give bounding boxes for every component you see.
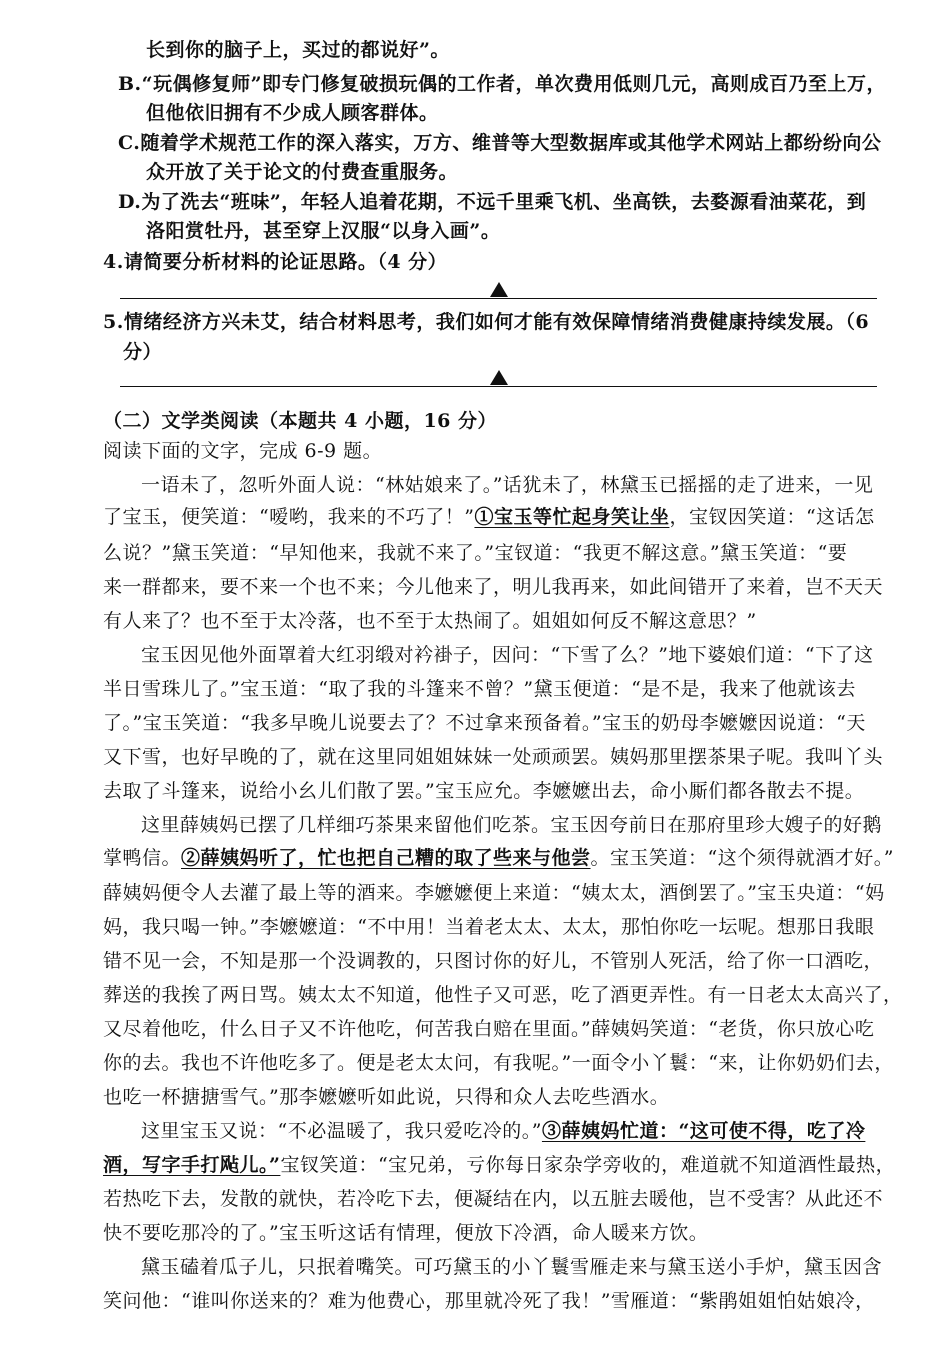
passage-line: 又下雪，也好早晚的了，就在这里同姐姐妹妹一处顽顽罢。姨妈那里摆茶果子呢。我叫丫头 (103, 746, 884, 768)
question-4: 4.请简要分析材料的论证思路。（4 分） (103, 251, 448, 273)
passage-line: 一语未了，忽听外面人说：“林姑娘来了。”话犹未了，林黛玉已摇摇的走了进来，一见 (141, 474, 874, 496)
page-footer-cutoff (330, 1336, 630, 1348)
passage-line: 你的去。我也不许他吃多了。便是老太太问，有我呢。”一面令小丫鬟：“来，让你奶奶们去， (103, 1052, 894, 1074)
passage-line: 酒，写字手打飐儿。”宝钗笑道：“宝兄弟，亏你每日家杂学旁收的，难道就不知道酒性最热， (103, 1154, 896, 1176)
underlined-sentence-3-cont: 酒，写字手打飐儿。” (103, 1154, 281, 1176)
passage-line: 么说？”黛玉笑道：“早知他来，我就不来了。”宝钗道：“我更不解这意。”黛玉笑道：“要 (103, 542, 848, 564)
passage-line: 快不要吃那冷的了。”宝玉听这话有情理，便放下冷酒，命人暖来方饮。 (103, 1222, 709, 1244)
passage-line: 半日雪珠儿了。”宝玉道：“取了我的斗篷来不曾？”黛玉便道：“是不是，我来了他就该去 (103, 678, 856, 700)
question-5-line1: 5.情绪经济方兴未艾，结合材料思考，我们如何才能有效保障情绪消费健康持续发展。（6 (103, 311, 870, 333)
answer-marker-q5 (490, 370, 508, 385)
passage-line: 这里薛姨妈已摆了几样细巧茶果来留他们吃茶。宝玉因夸前日在那府里珍大嫂子的好鹅 (141, 814, 883, 836)
answer-line-q4 (120, 298, 877, 299)
passage-line: 薛姨妈便令人去灌了最上等的酒来。李嬷嬷便上来道：“姨太太，酒倒罢了。”宝玉央道：“妈 (103, 882, 885, 904)
passage-line: 了。”宝玉笑道：“我多早晚儿说要去了？不过拿来预备着。”宝玉的奶母李嬷嬷因说道：“天 (103, 712, 866, 734)
section-instruction: 阅读下面的文字，完成 6-9 题。 (103, 440, 383, 462)
answer-line-q5 (120, 386, 877, 387)
choice-d-line1: D.为了洗去“班味”，年轻人追着花期，不远千里乘飞机、坐高铁，去婺源看油菜花，到 (118, 191, 867, 213)
passage-line: 黛玉磕着瓜子儿，只抿着嘴笑。可巧黛玉的小丫鬟雪雁走来与黛玉送小手炉，黛玉因含 (141, 1256, 883, 1278)
passage-line: 宝玉因见他外面罩着大红羽缎对衿褂子，因问：“下雪了么？”地下婆娘们道：“下了这 (141, 644, 874, 666)
passage-line: 来一群都来，要不来一个也不来；今儿他来了，明儿我再来，如此间错开了来着，岂不天天 (103, 576, 884, 598)
passage-line: 葬送的我挨了两日骂。姨太太不知道，他性子又可恶，吃了酒更弄性。有一日老太太高兴了， (103, 984, 903, 1006)
underlined-sentence-2: ②薛姨妈听了，忙也把自己糟的取了些来与他尝 (181, 847, 591, 869)
underlined-sentence-1: ①宝玉等忙起身笑让坐 (474, 506, 670, 528)
question-5-line2: 分） (123, 341, 163, 363)
underlined-sentence-3: ③薛姨妈忙道：“这可使不得，吃了冷 (541, 1120, 866, 1142)
section-heading: （二）文学类阅读（本题共 4 小题，16 分） (103, 410, 498, 432)
passage-line: 去取了斗篷来，说给小幺儿们散了罢。”宝玉应允。李嬷嬷出去，命小厮们都各散去不提。 (103, 780, 865, 802)
passage-line: 若热吃下去，发散的就快，若冷吃下去，便凝结在内，以五脏去暖他，岂不受害？从此还不 (103, 1188, 884, 1210)
answer-marker-q4 (490, 282, 508, 297)
passage-line: 掌鸭信。②薛姨妈听了，忙也把自己糟的取了些来与他尝。宝玉笑道：“这个须得就酒才好。” (103, 847, 894, 869)
passage-line: 了宝玉，便笑道：“嗳哟，我来的不巧了！”①宝玉等忙起身笑让坐，宝钗因笑道：“这话怎 (103, 506, 875, 528)
passage-line: 有人来了？也不至于太冷落，也不至于太热闹了。姐姐如何反不解这意思？” (103, 610, 757, 632)
passage-line: 又尽着他吃，什么日子又不许他吃，何苦我白赔在里面。”薛姨妈笑道：“老货，你只放心吃 (103, 1018, 875, 1040)
choice-c-line2: 众开放了关于论文的付费查重服务。 (146, 161, 459, 183)
choice-d-line2: 洛阳赏牡丹，甚至穿上汉服“以身入画”。 (146, 220, 501, 242)
passage-line: 错不见一会，不知是那一个没调教的，只图讨你的好儿，不管别人死活，给了你一口酒吃， (103, 950, 884, 972)
passage-line: 妈，我只喝一钟。”李嬷嬷道：“不中用！当着老太太、太太，那怕你吃一坛呢。想那日我眼 (103, 916, 875, 938)
choice-a-continuation: 长到你的脑子上，买过的都说好”。 (146, 39, 450, 61)
passage-line: 笑问他：“谁叫你送来的？难为他费心，那里就冷死了我！”雪雁道：“紫鹃姐姐怕姑娘冷， (103, 1290, 875, 1312)
choice-b-line1: B.“玩偶修复师”即专门修复破损玩偶的工作者，单次费用低则几元，高则成百乃至上万， (118, 73, 887, 95)
choice-b-line2: 但他依旧拥有不少成人顾客群体。 (146, 102, 439, 124)
choice-c-line1: C.随着学术规范工作的深入落实，万方、维普等大型数据库或其他学术网站上都纷纷向公 (118, 132, 882, 154)
passage-line: 这里宝玉又说：“不必温暖了，我只爱吃冷的。”③薛姨妈忙道：“这可使不得，吃了冷 (141, 1120, 866, 1142)
passage-line: 也吃一杯搪搪雪气。”那李嬷嬷听如此说，只得和众人去吃些酒水。 (103, 1086, 670, 1108)
